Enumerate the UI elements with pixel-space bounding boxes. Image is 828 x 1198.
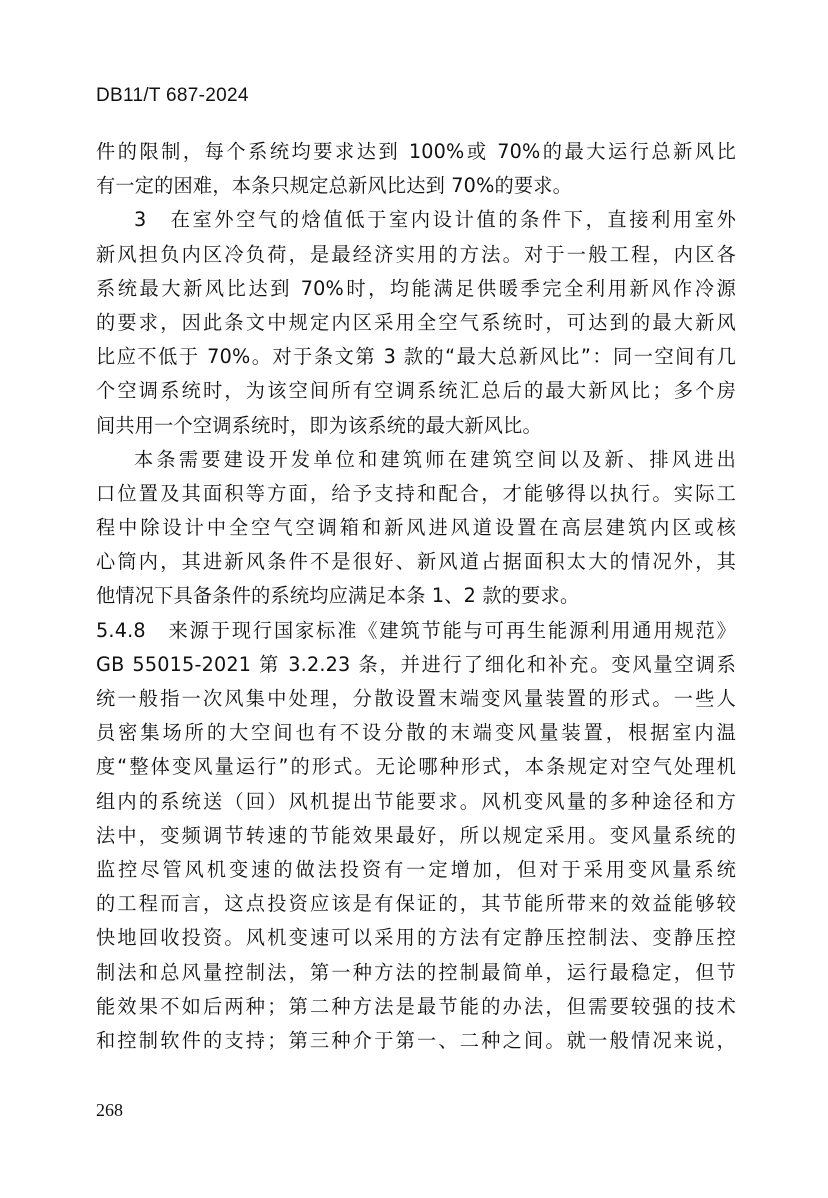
text-line: 他情况下具备条件的系统均应满足本条 1、2 款的要求。 [96,584,580,608]
text-line: 统一般指一次风集中处理，分散设置末端变风量装置的形式。一些人 [96,687,736,710]
text-line: 新风担负内区冷负荷，是最经济实用的方法。对于一般工程，内区各 [96,242,736,266]
text-line: 度“整体变风量运行”的形式。无论哪种形式，本条规定对空气处理机 [96,755,736,779]
text-line: 系统最大新风比达到 70%时，均能满足供暖季完全利用新风作冷源 [96,276,736,300]
text-line: 有一定的困难，本条只规定总新风比达到 70%的要求。 [96,174,573,198]
text-line: 比应不低于 70%。对于条文第 3 款的“最大总新风比”：同一空间有几 [96,345,736,369]
page-number: 268 [96,1100,123,1120]
text-line: 制法和总风量控制法，第一种方法的控制最简单，运行最稳定，但节 [96,960,736,984]
body-text [96,135,736,1058]
text-line: 能效果不如后两种；第二种方法是最节能的办法，但需要较强的技术 [96,994,736,1018]
text-line: 3 在室外空气的焓值低于室内设计值的条件下，直接利用室外 [134,208,736,232]
text-line: 心筒内，其进新风条件不是很好、新风道占据面积太大的情况外，其 [96,550,736,574]
text-line: 快地回收投资。风机变速可以采用的方法有定静压控制法、变静压控 [96,926,736,950]
text-line: 口位置及其面积等方面，给予支持和配合，才能够得以执行。实际工 [96,481,736,505]
text-line: 监控尽管风机变速的做法投资有一定增加，但对于采用变风量系统 [96,857,736,881]
document-code-header: DB11/T 687-2024 [96,85,249,106]
text-line: 间共用一个空调系统时，即为该系统的最大新风比。 [96,413,542,437]
text-line: 组内的系统送（回）风机提出节能要求。风机变风量的多种途径和方 [96,789,736,813]
text-line: 个空调系统时，为该空间所有空调系统汇总后的最大新风比；多个房 [96,379,736,403]
text-line: 和控制软件的支持；第三种介于第一、二种之间。就一般情况来说， [96,1028,736,1052]
text-line: 法中，变频调节转速的节能效果最好，所以规定采用。变风量系统的 [96,823,736,847]
text-line: 件的限制，每个系统均要求达到 100%或 70%的最大运行总新风比 [96,140,736,163]
text-line: 的工程而言，这点投资应该是有保证的，其节能所带来的效益能够较 [96,892,736,916]
text-line: 5.4.8 来源于现行国家标准《建筑节能与可再生能源利用通用规范》 [96,618,736,642]
text-line: 本条需要建设开发单位和建筑师在建筑空间以及新、排风进出 [134,447,736,471]
text-line: 的要求，因此条文中规定内区采用全空气系统时，可达到的最大新风 [96,310,736,334]
text-line: GB 55015-2021 第 3.2.23 条，并进行了细化和补充。变风量空调系 [96,652,736,676]
text-line: 员密集场所的大空间也有不设分散的末端变风量装置，根据室内温 [96,721,736,745]
text-line: 程中除设计中全空气空调箱和新风进风道设置在高层建筑内区或核 [96,516,736,540]
